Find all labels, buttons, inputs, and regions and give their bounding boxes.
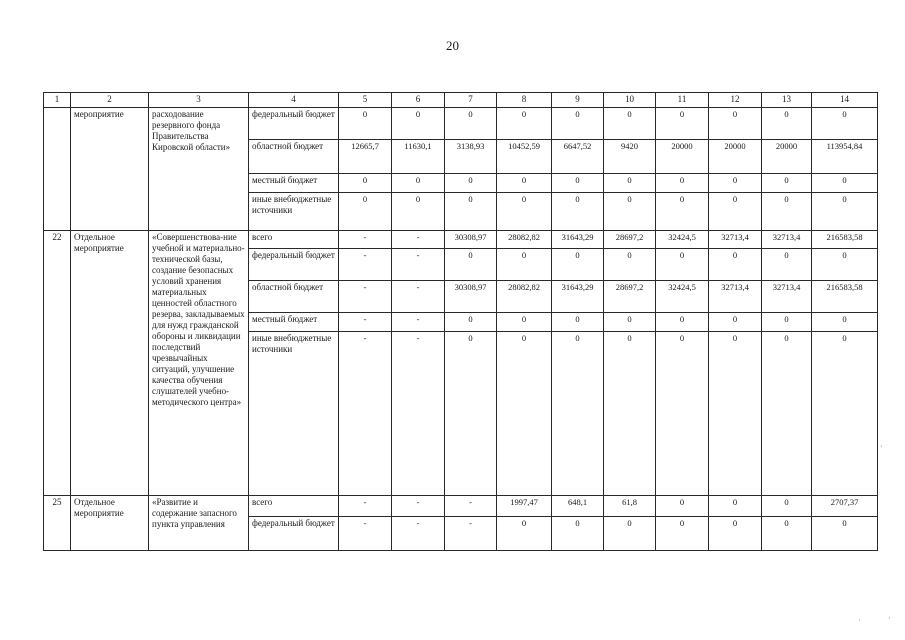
value-cell: 0: [552, 332, 604, 496]
column-header: 11: [656, 93, 709, 108]
column-header: 1: [44, 93, 71, 108]
table-row: [44, 231, 878, 249]
value-cell: 0: [762, 193, 812, 231]
funding-source-cell: областной бюджет: [249, 281, 339, 313]
value-cell: -: [392, 332, 445, 496]
value-cell: 0: [656, 332, 709, 496]
value-cell: 0: [656, 496, 709, 517]
column-header: 5: [339, 93, 392, 108]
column-header: 7: [445, 93, 497, 108]
funding-source-cell: местный бюджет: [249, 174, 339, 193]
value-cell: 0: [812, 193, 878, 231]
value-cell: 0: [656, 193, 709, 231]
value-cell: 20000: [656, 140, 709, 174]
value-cell: 11630,1: [392, 140, 445, 174]
value-cell: 0: [445, 313, 497, 332]
column-header: 8: [497, 93, 552, 108]
measure-type-cell: Отдельное мероприятие: [71, 231, 149, 496]
value-cell: 0: [604, 313, 656, 332]
value-cell: 0: [445, 193, 497, 231]
table-body: [44, 93, 878, 551]
value-cell: 28082,82: [497, 231, 552, 249]
value-cell: 216583,58: [812, 231, 878, 249]
value-cell: 0: [552, 249, 604, 281]
value-cell: 0: [445, 249, 497, 281]
value-cell: 28082,82: [497, 281, 552, 313]
measure-name-cell: «Совершенствова-ние учебной и материально-технической базы, создание безопасных условий хранения материальных ценностей областного резерва, закладываемых для нужд гражданской обороны и ликвидации последствий чрезвычайных ситуаций, улучшение качества обучения слушателей учебно-методического центра»: [149, 231, 249, 496]
value-cell: 0: [762, 313, 812, 332]
value-cell: 0: [812, 517, 878, 551]
measure-name-cell: расходование резервного фонда Правительства Кировской области»: [149, 108, 249, 231]
value-cell: 0: [497, 174, 552, 193]
value-cell: 0: [604, 517, 656, 551]
value-cell: 20000: [709, 140, 762, 174]
value-cell: 6647,52: [552, 140, 604, 174]
funding-source-cell: федеральный бюджет: [249, 517, 339, 551]
value-cell: 32713,4: [709, 281, 762, 313]
value-cell: 0: [656, 517, 709, 551]
value-cell: 0: [339, 108, 392, 140]
value-cell: 0: [445, 174, 497, 193]
value-cell: 0: [762, 108, 812, 140]
value-cell: 0: [656, 108, 709, 140]
value-cell: -: [392, 249, 445, 281]
value-cell: 0: [762, 496, 812, 517]
value-cell: 31643,29: [552, 231, 604, 249]
value-cell: 0: [604, 332, 656, 496]
value-cell: 0: [709, 332, 762, 496]
value-cell: 32713,4: [762, 231, 812, 249]
funding-source-cell: иные внебюджетные источники: [249, 193, 339, 231]
value-cell: 0: [392, 174, 445, 193]
value-cell: 32713,4: [762, 281, 812, 313]
value-cell: 0: [812, 332, 878, 496]
value-cell: 0: [709, 313, 762, 332]
value-cell: 28697,2: [604, 281, 656, 313]
value-cell: 0: [812, 313, 878, 332]
value-cell: 10452,59: [497, 140, 552, 174]
funding-source-cell: федеральный бюджет: [249, 249, 339, 281]
column-header: 14: [812, 93, 878, 108]
value-cell: 31643,29: [552, 281, 604, 313]
value-cell: 0: [709, 108, 762, 140]
value-cell: -: [339, 249, 392, 281]
column-header: 13: [762, 93, 812, 108]
value-cell: 0: [604, 193, 656, 231]
scan-speck: ·: [858, 616, 861, 625]
column-header: 2: [71, 93, 149, 108]
value-cell: 0: [445, 332, 497, 496]
value-cell: 0: [339, 174, 392, 193]
value-cell: 0: [552, 313, 604, 332]
funding-source-cell: всего: [249, 496, 339, 517]
value-cell: 0: [709, 249, 762, 281]
value-cell: -: [445, 517, 497, 551]
value-cell: -: [392, 313, 445, 332]
value-cell: 0: [604, 249, 656, 281]
value-cell: 0: [762, 249, 812, 281]
value-cell: 0: [604, 108, 656, 140]
value-cell: 0: [497, 249, 552, 281]
value-cell: 0: [762, 517, 812, 551]
value-cell: 20000: [762, 140, 812, 174]
funding-source-cell: федеральный бюджет: [249, 108, 339, 140]
value-cell: -: [339, 496, 392, 517]
value-cell: 0: [392, 193, 445, 231]
value-cell: 0: [604, 174, 656, 193]
value-cell: 0: [497, 313, 552, 332]
value-cell: 0: [656, 174, 709, 193]
measure-name-cell: «Развитие и содержание запасного пункта управления: [149, 496, 249, 551]
column-header: 4: [249, 93, 339, 108]
value-cell: 0: [445, 108, 497, 140]
value-cell: 30308,97: [445, 231, 497, 249]
value-cell: 2707,37: [812, 496, 878, 517]
funding-source-cell: областной бюджет: [249, 140, 339, 174]
funding-source-cell: всего: [249, 231, 339, 249]
table-row: [44, 496, 878, 517]
funding-source-cell: местный бюджет: [249, 313, 339, 332]
value-cell: 0: [709, 174, 762, 193]
value-cell: 0: [552, 174, 604, 193]
value-cell: -: [339, 332, 392, 496]
column-header: 3: [149, 93, 249, 108]
value-cell: 0: [812, 174, 878, 193]
column-header: 12: [709, 93, 762, 108]
value-cell: 0: [656, 249, 709, 281]
value-cell: 0: [552, 517, 604, 551]
row-number-cell: 25: [44, 496, 71, 551]
scan-speck: ·: [888, 614, 891, 623]
value-cell: 12665,7: [339, 140, 392, 174]
column-header: 9: [552, 93, 604, 108]
value-cell: -: [392, 281, 445, 313]
scan-speck: ·: [880, 442, 883, 451]
value-cell: 0: [552, 108, 604, 140]
value-cell: 28697,2: [604, 231, 656, 249]
value-cell: -: [392, 231, 445, 249]
row-number-cell: 22: [44, 231, 71, 496]
value-cell: -: [392, 496, 445, 517]
value-cell: 0: [812, 108, 878, 140]
funding-source-cell: иные внебюджетные источники: [249, 332, 339, 496]
value-cell: 0: [392, 108, 445, 140]
value-cell: 0: [497, 193, 552, 231]
value-cell: 61,8: [604, 496, 656, 517]
value-cell: 0: [709, 193, 762, 231]
header-row: [44, 93, 878, 108]
value-cell: 0: [656, 313, 709, 332]
value-cell: 0: [552, 193, 604, 231]
value-cell: 0: [762, 174, 812, 193]
value-cell: 0: [497, 332, 552, 496]
value-cell: 0: [709, 517, 762, 551]
value-cell: -: [339, 231, 392, 249]
value-cell: 0: [497, 108, 552, 140]
value-cell: 0: [762, 332, 812, 496]
measure-type-cell: мероприятие: [71, 108, 149, 231]
budget-table: [43, 92, 878, 551]
value-cell: -: [339, 313, 392, 332]
value-cell: 0: [339, 193, 392, 231]
value-cell: 0: [812, 249, 878, 281]
value-cell: 9420: [604, 140, 656, 174]
value-cell: 1997,47: [497, 496, 552, 517]
page-number: 20: [446, 38, 459, 53]
value-cell: 30308,97: [445, 281, 497, 313]
value-cell: 113954,84: [812, 140, 878, 174]
value-cell: 0: [709, 496, 762, 517]
value-cell: 648,1: [552, 496, 604, 517]
value-cell: 3138,93: [445, 140, 497, 174]
measure-type-cell: Отдельное мероприятие: [71, 496, 149, 551]
value-cell: -: [339, 517, 392, 551]
value-cell: 32424,5: [656, 281, 709, 313]
column-header: 10: [604, 93, 656, 108]
value-cell: 32424,5: [656, 231, 709, 249]
value-cell: -: [445, 496, 497, 517]
value-cell: 32713,4: [709, 231, 762, 249]
value-cell: 216583,58: [812, 281, 878, 313]
value-cell: 0: [497, 517, 552, 551]
column-header: 6: [392, 93, 445, 108]
table-row: [44, 108, 878, 140]
row-number-cell: [44, 108, 71, 231]
value-cell: -: [339, 281, 392, 313]
value-cell: -: [392, 517, 445, 551]
